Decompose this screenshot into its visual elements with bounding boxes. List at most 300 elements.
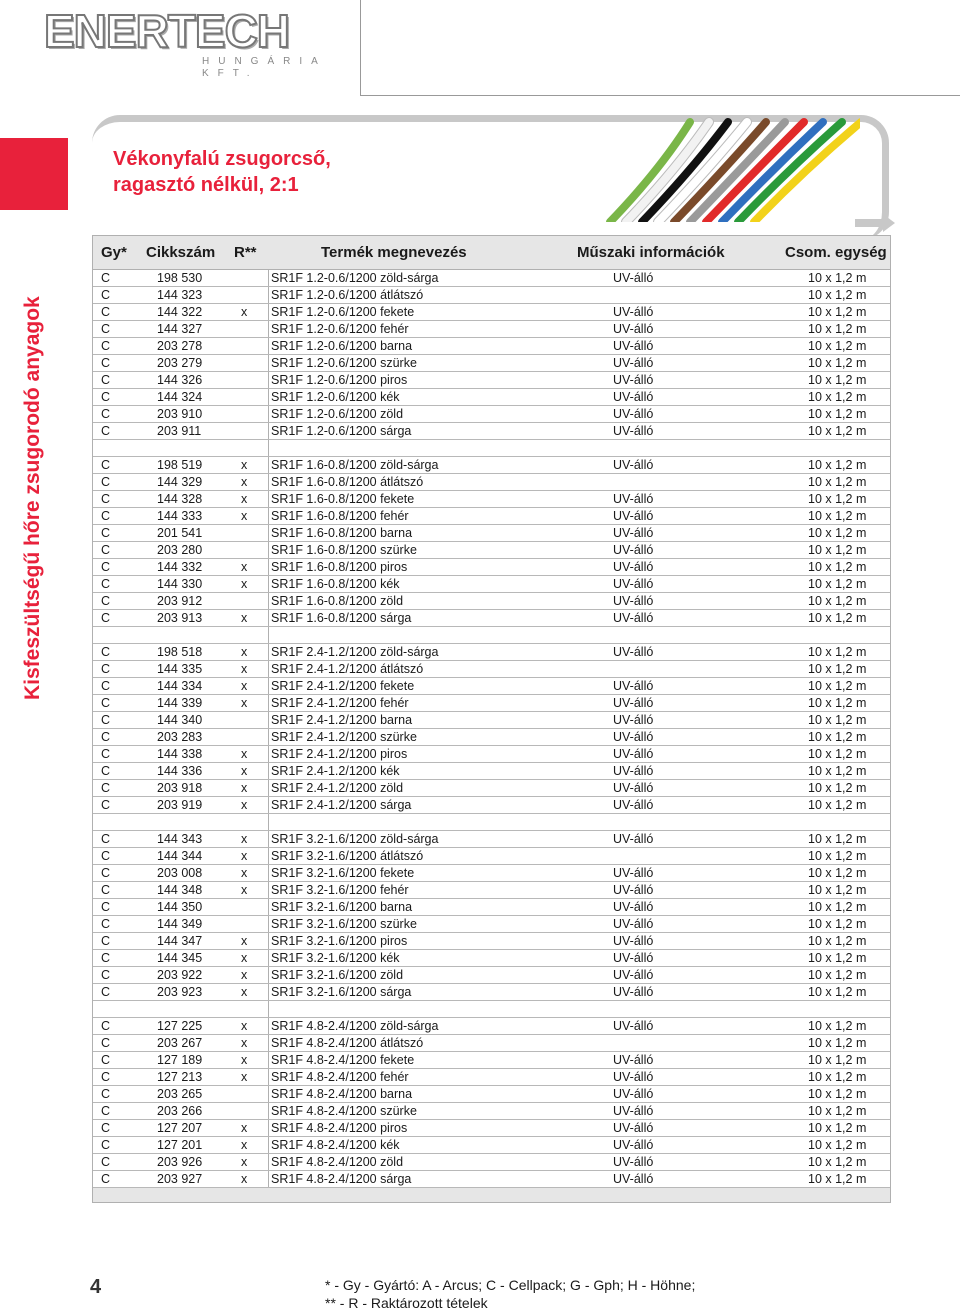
cell-r: x — [241, 475, 248, 489]
cell-cikkszam: 144 334 — [157, 679, 203, 693]
header-cikkszam: Cikkszám — [146, 244, 216, 261]
cell-cikkszam: 203 278 — [157, 339, 203, 353]
cell-termek: SR1F 3.2-1.6/1200 barna — [271, 900, 413, 914]
table-row — [93, 899, 890, 916]
cell-muszaki: UV-álló — [613, 560, 654, 574]
table-body — [92, 270, 891, 1188]
table-row — [93, 525, 890, 542]
frame-arrow-icon — [855, 214, 895, 232]
table-row — [93, 933, 890, 950]
cell-cikkszam: 203 266 — [157, 1104, 203, 1118]
cell-muszaki: UV-álló — [613, 917, 654, 931]
cell-gy: C — [101, 1053, 111, 1067]
cell-r: x — [241, 560, 248, 574]
cell-termek: SR1F 2.4-1.2/1200 fehér — [271, 696, 409, 710]
cell-csom: 10 x 1,2 m — [808, 390, 867, 404]
header-divider-vertical — [360, 0, 361, 95]
cell-r: x — [241, 305, 248, 319]
footnotes — [325, 1276, 695, 1312]
cell-r: x — [241, 1138, 248, 1152]
cell-csom: 10 x 1,2 m — [808, 1087, 867, 1101]
cell-r: x — [241, 1172, 248, 1186]
cell-csom: 10 x 1,2 m — [808, 798, 867, 812]
table-row — [93, 1120, 890, 1137]
cell-muszaki: UV-álló — [613, 492, 654, 506]
cell-cikkszam: 203 926 — [157, 1155, 203, 1169]
cell-csom: 10 x 1,2 m — [808, 339, 867, 353]
group-spacer-row — [93, 1001, 890, 1018]
cell-csom: 10 x 1,2 m — [808, 1172, 867, 1186]
table-row — [93, 1069, 890, 1086]
title-line-1: Vékonyfalú zsugorcső, — [113, 148, 331, 170]
page-number: 4 — [90, 1276, 102, 1298]
cell-cikkszam: 144 349 — [157, 917, 203, 931]
cell-csom: 10 x 1,2 m — [808, 475, 867, 489]
cell-termek: SR1F 2.4-1.2/1200 kék — [271, 764, 400, 778]
group-spacer-row — [93, 814, 890, 831]
cell-muszaki: UV-álló — [613, 543, 654, 557]
cell-csom: 10 x 1,2 m — [808, 696, 867, 710]
cell-muszaki: UV-álló — [613, 407, 654, 421]
cell-muszaki: UV-álló — [613, 645, 654, 659]
cell-cikkszam: 203 283 — [157, 730, 203, 744]
cell-csom: 10 x 1,2 m — [808, 271, 867, 285]
cell-cikkszam: 144 333 — [157, 509, 203, 523]
cell-r: x — [241, 968, 248, 982]
cell-csom: 10 x 1,2 m — [808, 458, 867, 472]
cell-cikkszam: 144 332 — [157, 560, 203, 574]
cell-termek: SR1F 2.4-1.2/1200 piros — [271, 747, 408, 761]
cell-csom: 10 x 1,2 m — [808, 1053, 867, 1067]
cell-cikkszam: 127 213 — [157, 1070, 203, 1084]
cell-cikkszam: 127 189 — [157, 1053, 203, 1067]
cell-muszaki: UV-álló — [613, 764, 654, 778]
cell-csom: 10 x 1,2 m — [808, 543, 867, 557]
cell-gy: C — [101, 305, 111, 319]
cell-csom: 10 x 1,2 m — [808, 288, 867, 302]
cell-muszaki: UV-álló — [613, 390, 654, 404]
cell-csom: 10 x 1,2 m — [808, 1019, 867, 1033]
cell-gy: C — [101, 713, 111, 727]
product-table — [92, 235, 891, 1203]
logo-subtitle: HUNGÁRIA KFT. — [202, 56, 327, 79]
cell-termek: SR1F 1.2-0.6/1200 zöld-sárga — [271, 271, 439, 285]
table-row — [93, 1035, 890, 1052]
cell-termek: SR1F 4.8-2.4/1200 kék — [271, 1138, 400, 1152]
cell-r: x — [241, 764, 248, 778]
cell-gy: C — [101, 662, 111, 676]
cell-termek: SR1F 1.6-0.8/1200 átlátszó — [271, 475, 424, 489]
cell-gy: C — [101, 407, 111, 421]
cell-muszaki: UV-álló — [613, 951, 654, 965]
cell-cikkszam: 144 335 — [157, 662, 203, 676]
cell-termek: SR1F 3.2-1.6/1200 fehér — [271, 883, 409, 897]
cell-cikkszam: 203 911 — [157, 424, 202, 438]
cell-termek: SR1F 2.4-1.2/1200 zöld — [271, 781, 404, 795]
cell-cikkszam: 203 279 — [157, 356, 203, 370]
cell-cikkszam: 198 518 — [157, 645, 203, 659]
cell-muszaki: UV-álló — [613, 934, 654, 948]
cell-muszaki: UV-álló — [613, 458, 654, 472]
cell-cikkszam: 144 336 — [157, 764, 203, 778]
cell-termek: SR1F 2.4-1.2/1200 sárga — [271, 798, 412, 812]
cell-cikkszam: 144 347 — [157, 934, 203, 948]
cell-r: x — [241, 1121, 248, 1135]
cell-gy: C — [101, 764, 111, 778]
footnote-1: * - Gy - Gyártó: A - Arcus; C - Cellpack; G - Gph; H - Höhne; — [325, 1277, 696, 1293]
cell-csom: 10 x 1,2 m — [808, 560, 867, 574]
cell-csom: 10 x 1,2 m — [808, 594, 867, 608]
cell-gy: C — [101, 1104, 111, 1118]
cell-gy: C — [101, 1155, 111, 1169]
side-accent-block — [0, 138, 68, 210]
table-row — [93, 695, 890, 712]
table-row — [93, 950, 890, 967]
table-footer-bar — [92, 1188, 891, 1203]
cell-gy: C — [101, 917, 111, 931]
cell-csom: 10 x 1,2 m — [808, 424, 867, 438]
cell-gy: C — [101, 594, 111, 608]
cell-cikkszam: 203 927 — [157, 1172, 203, 1186]
cell-termek: SR1F 2.4-1.2/1200 szürke — [271, 730, 417, 744]
table-row — [93, 1052, 890, 1069]
cell-cikkszam: 144 328 — [157, 492, 203, 506]
table-row — [93, 559, 890, 576]
table-row — [93, 712, 890, 729]
cell-gy: C — [101, 475, 111, 489]
cell-termek: SR1F 1.6-0.8/1200 sárga — [271, 611, 412, 625]
table-row — [93, 270, 890, 287]
cell-cikkszam: 127 201 — [157, 1138, 203, 1152]
table-row — [93, 763, 890, 780]
cell-gy: C — [101, 866, 111, 880]
cell-termek: SR1F 1.2-0.6/1200 piros — [271, 373, 408, 387]
cell-termek: SR1F 4.8-2.4/1200 fehér — [271, 1070, 409, 1084]
cell-gy: C — [101, 611, 111, 625]
cell-termek: SR1F 4.8-2.4/1200 fekete — [271, 1053, 415, 1067]
cell-termek: SR1F 1.6-0.8/1200 piros — [271, 560, 408, 574]
logo-wordmark: ENERTECH — [44, 5, 290, 57]
cell-cikkszam: 144 324 — [157, 390, 203, 404]
cell-r: x — [241, 611, 248, 625]
cell-csom: 10 x 1,2 m — [808, 1138, 867, 1152]
cell-r: x — [241, 1155, 248, 1169]
cell-termek: SR1F 1.2-0.6/1200 átlátszó — [271, 288, 424, 302]
cell-csom: 10 x 1,2 m — [808, 662, 867, 676]
cell-csom: 10 x 1,2 m — [808, 951, 867, 965]
cell-muszaki: UV-álló — [613, 1019, 654, 1033]
cell-cikkszam: 144 350 — [157, 900, 203, 914]
cell-gy: C — [101, 747, 111, 761]
table-row — [93, 610, 890, 627]
cell-termek: SR1F 1.6-0.8/1200 szürke — [271, 543, 417, 557]
cell-gy: C — [101, 288, 111, 302]
cell-termek: SR1F 1.6-0.8/1200 fehér — [271, 509, 409, 523]
cell-csom: 10 x 1,2 m — [808, 764, 867, 778]
header-termek: Termék megnevezés — [321, 244, 467, 261]
cell-muszaki: UV-álló — [613, 526, 654, 540]
cell-csom: 10 x 1,2 m — [808, 866, 867, 880]
cell-termek: SR1F 3.2-1.6/1200 piros — [271, 934, 408, 948]
cell-r: x — [241, 492, 248, 506]
cell-muszaki: UV-álló — [613, 832, 654, 846]
cell-csom: 10 x 1,2 m — [808, 407, 867, 421]
cell-gy: C — [101, 322, 111, 336]
cell-cikkszam: 144 340 — [157, 713, 203, 727]
table-row — [93, 984, 890, 1001]
table-row — [93, 491, 890, 508]
table-row — [93, 967, 890, 984]
table-row — [93, 1086, 890, 1103]
cell-cikkszam: 144 322 — [157, 305, 203, 319]
cell-cikkszam: 203 922 — [157, 968, 203, 982]
cell-gy: C — [101, 985, 111, 999]
cell-termek: SR1F 2.4-1.2/1200 fekete — [271, 679, 415, 693]
cell-termek: SR1F 3.2-1.6/1200 sárga — [271, 985, 412, 999]
enertech-logo — [44, 5, 344, 79]
cell-termek: SR1F 2.4-1.2/1200 átlátszó — [271, 662, 424, 676]
cell-csom: 10 x 1,2 m — [808, 900, 867, 914]
cell-r: x — [241, 883, 248, 897]
cell-r: x — [241, 849, 248, 863]
cell-r: x — [241, 747, 248, 761]
cell-termek: SR1F 1.6-0.8/1200 kék — [271, 577, 400, 591]
cell-cikkszam: 203 008 — [157, 866, 203, 880]
table-row — [93, 797, 890, 814]
cell-gy: C — [101, 339, 111, 353]
cell-muszaki: UV-álló — [613, 1087, 654, 1101]
cell-csom: 10 x 1,2 m — [808, 645, 867, 659]
cell-gy: C — [101, 458, 111, 472]
cell-gy: C — [101, 424, 111, 438]
cell-muszaki: UV-álló — [613, 866, 654, 880]
cell-csom: 10 x 1,2 m — [808, 1104, 867, 1118]
cell-gy: C — [101, 509, 111, 523]
cell-cikkszam: 203 919 — [157, 798, 203, 812]
table-row — [93, 542, 890, 559]
cell-muszaki: UV-álló — [613, 747, 654, 761]
cell-termek: SR1F 4.8-2.4/1200 barna — [271, 1087, 413, 1101]
cell-cikkszam: 144 330 — [157, 577, 203, 591]
cell-cikkszam: 203 912 — [157, 594, 203, 608]
cell-termek: SR1F 4.8-2.4/1200 átlátszó — [271, 1036, 424, 1050]
cell-r: x — [241, 985, 248, 999]
cell-termek: SR1F 3.2-1.6/1200 kék — [271, 951, 400, 965]
cell-gy: C — [101, 883, 111, 897]
cell-csom: 10 x 1,2 m — [808, 730, 867, 744]
group-spacer-row — [93, 440, 890, 457]
cell-csom: 10 x 1,2 m — [808, 713, 867, 727]
cell-termek: SR1F 1.6-0.8/1200 fekete — [271, 492, 415, 506]
cell-muszaki: UV-álló — [613, 509, 654, 523]
cell-gy: C — [101, 271, 111, 285]
cell-csom: 10 x 1,2 m — [808, 985, 867, 999]
cell-gy: C — [101, 849, 111, 863]
cell-csom: 10 x 1,2 m — [808, 526, 867, 540]
cell-cikkszam: 203 280 — [157, 543, 203, 557]
cell-r: x — [241, 781, 248, 795]
cell-gy: C — [101, 577, 111, 591]
cell-cikkszam: 144 326 — [157, 373, 203, 387]
cell-muszaki: UV-álló — [613, 883, 654, 897]
group-spacer-row — [93, 627, 890, 644]
cell-cikkszam: 203 913 — [157, 611, 203, 625]
cell-cikkszam: 144 327 — [157, 322, 203, 336]
table-row — [93, 474, 890, 491]
table-row — [93, 1154, 890, 1171]
table-row — [93, 508, 890, 525]
footnote-2: ** - R - Raktározott tételek — [325, 1295, 488, 1311]
page-title — [113, 146, 331, 198]
cell-muszaki: UV-álló — [613, 1121, 654, 1135]
table-row — [93, 406, 890, 423]
cell-termek: SR1F 1.6-0.8/1200 barna — [271, 526, 413, 540]
cell-csom: 10 x 1,2 m — [808, 1070, 867, 1084]
cell-termek: SR1F 2.4-1.2/1200 barna — [271, 713, 413, 727]
cell-csom: 10 x 1,2 m — [808, 1036, 867, 1050]
cell-gy: C — [101, 798, 111, 812]
cell-gy: C — [101, 543, 111, 557]
cell-csom: 10 x 1,2 m — [808, 356, 867, 370]
cell-r: x — [241, 934, 248, 948]
cell-csom: 10 x 1,2 m — [808, 679, 867, 693]
cell-termek: SR1F 1.6-0.8/1200 zöld-sárga — [271, 458, 439, 472]
cell-csom: 10 x 1,2 m — [808, 492, 867, 506]
cell-muszaki: UV-álló — [613, 900, 654, 914]
cell-csom: 10 x 1,2 m — [808, 781, 867, 795]
cell-r: x — [241, 458, 248, 472]
cell-termek: SR1F 3.2-1.6/1200 zöld-sárga — [271, 832, 439, 846]
cell-termek: SR1F 1.2-0.6/1200 fehér — [271, 322, 409, 336]
table-row — [93, 865, 890, 882]
cell-csom: 10 x 1,2 m — [808, 917, 867, 931]
table-row — [93, 355, 890, 372]
cell-termek: SR1F 4.8-2.4/1200 zöld-sárga — [271, 1019, 439, 1033]
cell-r: x — [241, 832, 248, 846]
cell-cikkszam: 198 530 — [157, 271, 203, 285]
cell-cikkszam: 144 348 — [157, 883, 203, 897]
cell-gy: C — [101, 492, 111, 506]
cell-csom: 10 x 1,2 m — [808, 832, 867, 846]
table-row — [93, 746, 890, 763]
cell-gy: C — [101, 1138, 111, 1152]
table-row — [93, 372, 890, 389]
cell-muszaki: UV-álló — [613, 696, 654, 710]
table-header — [92, 235, 891, 270]
table-row — [93, 678, 890, 695]
table-row — [93, 848, 890, 865]
table-row — [93, 729, 890, 746]
cell-csom: 10 x 1,2 m — [808, 577, 867, 591]
cell-gy: C — [101, 951, 111, 965]
cell-muszaki: UV-álló — [613, 322, 654, 336]
cell-r: x — [241, 696, 248, 710]
table-row — [93, 287, 890, 304]
cell-muszaki: UV-álló — [613, 679, 654, 693]
table-row — [93, 457, 890, 474]
table-row — [93, 576, 890, 593]
cell-csom: 10 x 1,2 m — [808, 305, 867, 319]
table-row — [93, 389, 890, 406]
table-row — [93, 661, 890, 678]
cell-termek: SR1F 3.2-1.6/1200 szürke — [271, 917, 417, 931]
table-row — [93, 780, 890, 797]
cell-gy: C — [101, 781, 111, 795]
cell-gy: C — [101, 560, 111, 574]
cell-gy: C — [101, 356, 111, 370]
cell-r: x — [241, 1070, 248, 1084]
table-row — [93, 1171, 890, 1188]
cell-gy: C — [101, 645, 111, 659]
table-row — [93, 304, 890, 321]
cell-cikkszam: 144 343 — [157, 832, 203, 846]
cell-cikkszam: 144 323 — [157, 288, 203, 302]
cell-cikkszam: 144 344 — [157, 849, 203, 863]
cell-termek: SR1F 4.8-2.4/1200 szürke — [271, 1104, 417, 1118]
cell-muszaki: UV-álló — [613, 339, 654, 353]
table-row — [93, 1018, 890, 1035]
cell-muszaki: UV-álló — [613, 356, 654, 370]
cell-gy: C — [101, 900, 111, 914]
cell-termek: SR1F 3.2-1.6/1200 átlátszó — [271, 849, 424, 863]
cell-gy: C — [101, 1019, 111, 1033]
cell-termek: SR1F 3.2-1.6/1200 fekete — [271, 866, 415, 880]
cell-csom: 10 x 1,2 m — [808, 849, 867, 863]
cell-gy: C — [101, 1172, 111, 1186]
cell-muszaki: UV-álló — [613, 968, 654, 982]
cell-r: x — [241, 1036, 248, 1050]
table-row — [93, 423, 890, 440]
cell-muszaki: UV-álló — [613, 1070, 654, 1084]
table-row — [93, 338, 890, 355]
title-line-2: ragasztó nélkül, 2:1 — [113, 174, 299, 196]
cell-r: x — [241, 679, 248, 693]
cell-cikkszam: 127 225 — [157, 1019, 203, 1033]
cell-muszaki: UV-álló — [613, 798, 654, 812]
cell-gy: C — [101, 832, 111, 846]
header-csom: Csom. egység — [785, 244, 887, 261]
table-row — [93, 1103, 890, 1120]
cell-cikkszam: 127 207 — [157, 1121, 203, 1135]
cell-cikkszam: 203 265 — [157, 1087, 203, 1101]
cell-cikkszam: 203 923 — [157, 985, 203, 999]
cell-cikkszam: 203 918 — [157, 781, 203, 795]
cell-muszaki: UV-álló — [613, 1104, 654, 1118]
cell-cikkszam: 144 338 — [157, 747, 203, 761]
cell-csom: 10 x 1,2 m — [808, 322, 867, 336]
cell-termek: SR1F 4.8-2.4/1200 zöld — [271, 1155, 404, 1169]
cell-muszaki: UV-álló — [613, 594, 654, 608]
cell-cikkszam: 144 339 — [157, 696, 203, 710]
cell-gy: C — [101, 730, 111, 744]
cell-gy: C — [101, 390, 111, 404]
cell-muszaki: UV-álló — [613, 271, 654, 285]
cell-gy: C — [101, 526, 111, 540]
cell-r: x — [241, 577, 248, 591]
cell-cikkszam: 201 541 — [157, 526, 203, 540]
cell-muszaki: UV-álló — [613, 781, 654, 795]
cell-gy: C — [101, 1070, 111, 1084]
cell-muszaki: UV-álló — [613, 1172, 654, 1186]
cell-cikkszam: 203 267 — [157, 1036, 203, 1050]
table-row — [93, 882, 890, 899]
cell-muszaki: UV-álló — [613, 713, 654, 727]
cell-cikkszam: 198 519 — [157, 458, 203, 472]
cell-termek: SR1F 4.8-2.4/1200 piros — [271, 1121, 408, 1135]
cell-cikkszam: 144 345 — [157, 951, 203, 965]
cell-termek: SR1F 1.6-0.8/1200 zöld — [271, 594, 404, 608]
cell-termek: SR1F 1.2-0.6/1200 kék — [271, 390, 400, 404]
